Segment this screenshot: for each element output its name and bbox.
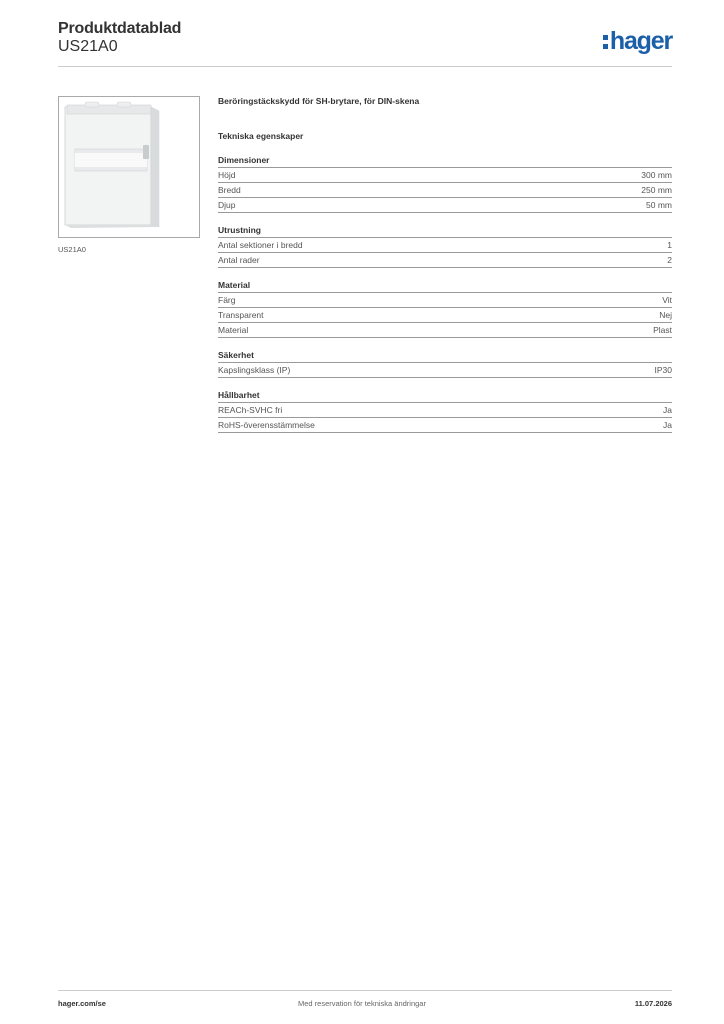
image-caption: US21A0 bbox=[58, 245, 86, 254]
spec-content bbox=[218, 96, 672, 433]
spec-row bbox=[218, 198, 672, 213]
spec-row bbox=[218, 183, 672, 198]
spec-label: REACh-SVHC fri bbox=[218, 405, 283, 415]
section-title: Hållbarhet bbox=[218, 390, 672, 403]
spec-row bbox=[218, 363, 672, 378]
spec-section bbox=[218, 350, 672, 378]
spec-section bbox=[218, 280, 672, 338]
page-title: Produktdatablad bbox=[58, 20, 182, 37]
spec-label: Höjd bbox=[218, 170, 236, 180]
spec-value: 250 mm bbox=[641, 185, 672, 195]
product-description: Beröringstäckskydd för SH-brytare, för DIN-skena bbox=[218, 96, 420, 106]
spec-value: Ja bbox=[663, 405, 672, 415]
spec-label: Kapslingsklass (IP) bbox=[218, 365, 291, 375]
footer-notice: Med reservation för tekniska ändringar bbox=[298, 999, 426, 1008]
spec-row bbox=[218, 403, 672, 418]
technical-properties-heading: Tekniska egenskaper bbox=[218, 131, 304, 141]
hager-logo bbox=[603, 27, 672, 56]
header-divider bbox=[58, 66, 672, 67]
spec-label: Transparent bbox=[218, 310, 264, 320]
cover-panel-icon bbox=[59, 97, 199, 237]
spec-value: 50 mm bbox=[646, 200, 672, 210]
logo-text: hager bbox=[609, 27, 672, 55]
spec-value: 1 bbox=[667, 240, 672, 250]
spec-row bbox=[218, 323, 672, 338]
spec-label: Färg bbox=[218, 295, 236, 305]
footer-website: hager.com/se bbox=[58, 999, 106, 1008]
spec-value: Nej bbox=[659, 310, 672, 320]
spec-row bbox=[218, 293, 672, 308]
spec-value: Ja bbox=[663, 420, 672, 430]
spec-label: Antal sektioner i bredd bbox=[218, 240, 303, 250]
page-subtitle: US21A0 bbox=[58, 38, 118, 55]
spec-label: Antal rader bbox=[218, 255, 260, 265]
spec-value: Plast bbox=[653, 325, 672, 335]
footer-date: 11.07.2026 bbox=[634, 999, 672, 1008]
logo-colon-icon bbox=[603, 33, 608, 51]
spec-section bbox=[218, 390, 672, 433]
section-title: Säkerhet bbox=[218, 350, 672, 363]
spec-value: Vit bbox=[662, 295, 672, 305]
spec-row bbox=[218, 253, 672, 268]
spec-row bbox=[218, 418, 672, 433]
spec-row bbox=[218, 168, 672, 183]
spec-label: Material bbox=[218, 325, 249, 335]
spec-row bbox=[218, 238, 672, 253]
spec-value: 300 mm bbox=[641, 170, 672, 180]
spec-row bbox=[218, 308, 672, 323]
section-title: Dimensioner bbox=[218, 155, 672, 168]
spec-value: 2 bbox=[667, 255, 672, 265]
section-title: Material bbox=[218, 280, 672, 293]
spec-label: Djup bbox=[218, 200, 236, 210]
spec-section bbox=[218, 155, 672, 213]
spec-value: IP30 bbox=[654, 365, 672, 375]
product-image bbox=[58, 96, 200, 238]
spec-label: RoHS-överensstämmelse bbox=[218, 420, 315, 430]
spec-label: Bredd bbox=[218, 185, 241, 195]
spec-sections bbox=[218, 155, 672, 433]
section-title: Utrustning bbox=[218, 225, 672, 238]
footer-divider bbox=[58, 990, 672, 991]
spec-section bbox=[218, 225, 672, 268]
